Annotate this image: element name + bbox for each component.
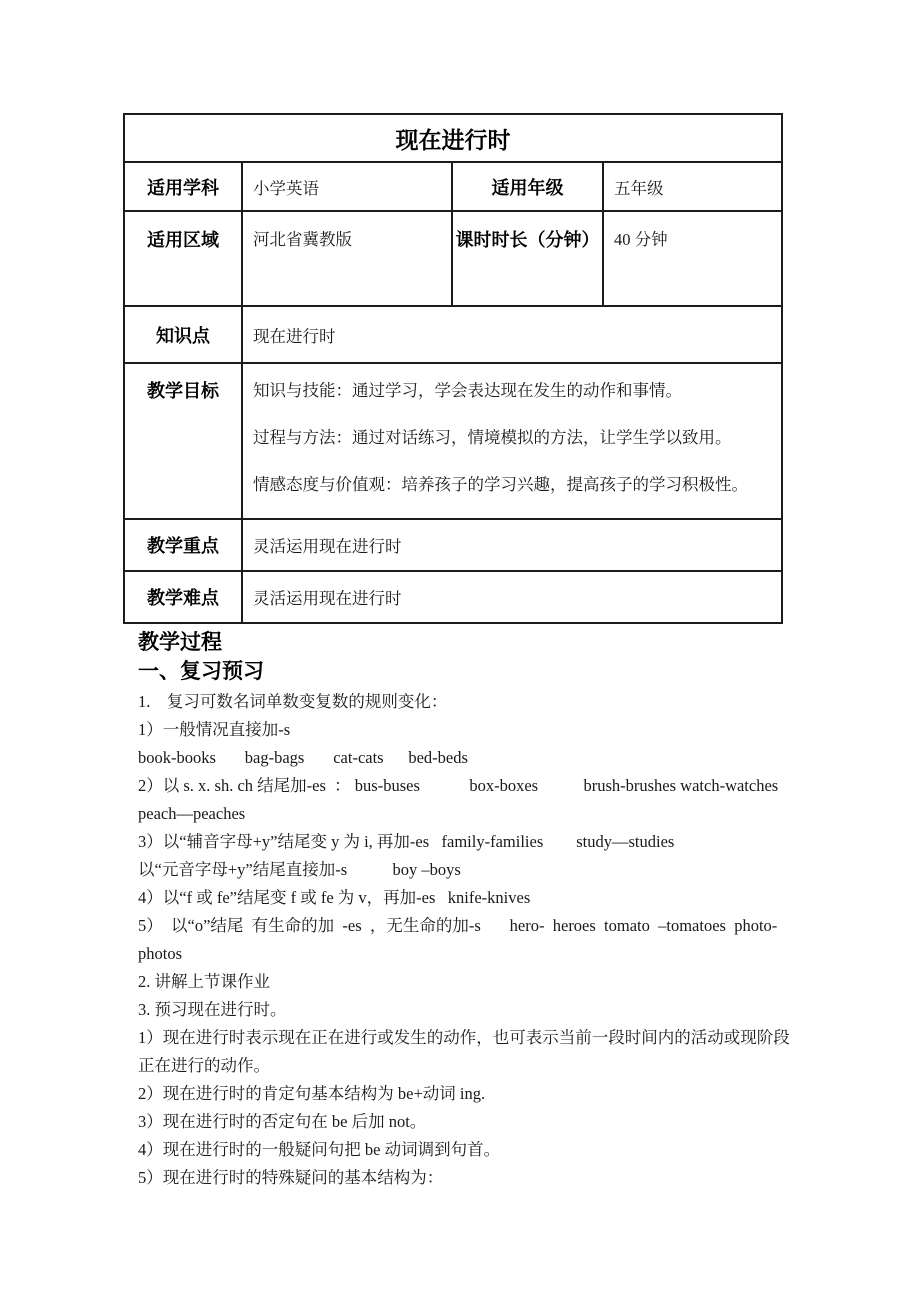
grade-label: 适用年级 (452, 162, 603, 211)
body-text-line: 以“元音字母+y”结尾直接加-s boy –boys (138, 860, 461, 879)
body-text-line: 1）现在进行时表示现在正在进行或发生的动作，也可表示当前一段时间内的活动或现阶段 (138, 1028, 790, 1047)
table-row-region-duration (124, 211, 782, 306)
body-text-line: 2）以 s. x. sh. ch 结尾加-es ： bus-buses box-boxes brush-brushes watch-watches (138, 776, 779, 795)
duration-value: 40 分钟 (603, 211, 782, 306)
teaching-goals-label: 教学目标 (124, 363, 242, 519)
body-text-line: 1）一般情况直接加-s (138, 720, 291, 739)
body-text-line: 3）现在进行时的否定句在 be 后加 not。 (138, 1112, 427, 1131)
body-text-line: 4）现在进行时的一般疑问句把 be 动词调到句首。 (138, 1140, 501, 1159)
body-text (138, 688, 790, 1192)
body-text-line: 5）现在进行时的特殊疑问的基本结构为： (138, 1168, 444, 1187)
document-body (123, 624, 790, 1192)
table-row-title (124, 114, 782, 162)
body-text-line: 1. 复习可数名词单数变复数的规则变化： (138, 692, 448, 711)
body-text-line: 2. 讲解上节课作业 (138, 972, 270, 991)
heading-teaching-process: 教学过程 (138, 631, 222, 654)
region-label: 适用区域 (124, 211, 242, 306)
knowledge-point-value: 现在进行时 (242, 306, 782, 363)
body-text-line: peach—peaches (138, 804, 246, 823)
body-text-line: 2）现在进行时的肯定句基本结构为 be+动词 ing. (138, 1084, 486, 1103)
lesson-info-table (123, 113, 783, 624)
subject-value: 小学英语 (242, 162, 452, 211)
body-text-line: 3）以“辅音字母+y”结尾变 y 为 i, 再加-es family-families study—studies (138, 832, 675, 851)
table-row-subject-grade (124, 162, 782, 211)
heading-review-preview: 一、复习预习 (138, 660, 264, 683)
region-value: 河北省冀教版 (242, 211, 452, 306)
document-content (123, 113, 790, 1192)
body-text-line: 5） 以“o”结尾 有生命的加 -es ，无生命的加-s hero- heroes tomato –tomatoes photo- (138, 916, 778, 935)
body-text-line: 3. 预习现在进行时。 (138, 1000, 287, 1019)
goal-knowledge-skills: 知识与技能：通过学习，学会表达现在发生的动作和事情。 (253, 381, 682, 400)
teaching-goals-value (242, 363, 782, 519)
body-text-line: book-books bag-bags cat-cats bed-beds (138, 748, 468, 767)
teaching-key-value: 灵活运用现在进行时 (242, 519, 782, 571)
table-row-knowledge-point (124, 306, 782, 363)
teaching-key-label: 教学重点 (124, 519, 242, 571)
body-text-line: 4）以“f 或 fe”结尾变 f 或 fe 为 v，再加-es knife-knives (138, 888, 531, 907)
goal-attitude-values: 情感态度与价值观：培养孩子的学习兴趣，提高孩子的学习积极性。 (253, 475, 748, 494)
goal-process-method: 过程与方法：通过对话练习，情境模拟的方法，让学生学以致用。 (253, 428, 732, 447)
grade-value: 五年级 (603, 162, 782, 211)
teaching-difficulty-value: 灵活运用现在进行时 (242, 571, 782, 623)
table-row-teaching-key-point (124, 519, 782, 571)
body-text-line: photos (138, 944, 183, 963)
table-row-teaching-goals (124, 363, 782, 519)
knowledge-point-label: 知识点 (124, 306, 242, 363)
table-row-teaching-difficulty (124, 571, 782, 623)
document-title: 现在进行时 (124, 114, 782, 162)
subject-label: 适用学科 (124, 162, 242, 211)
body-text-line: 正在进行的动作。 (138, 1056, 270, 1075)
teaching-difficulty-label: 教学难点 (124, 571, 242, 623)
duration-label: 课时时长（分钟） (452, 211, 603, 306)
